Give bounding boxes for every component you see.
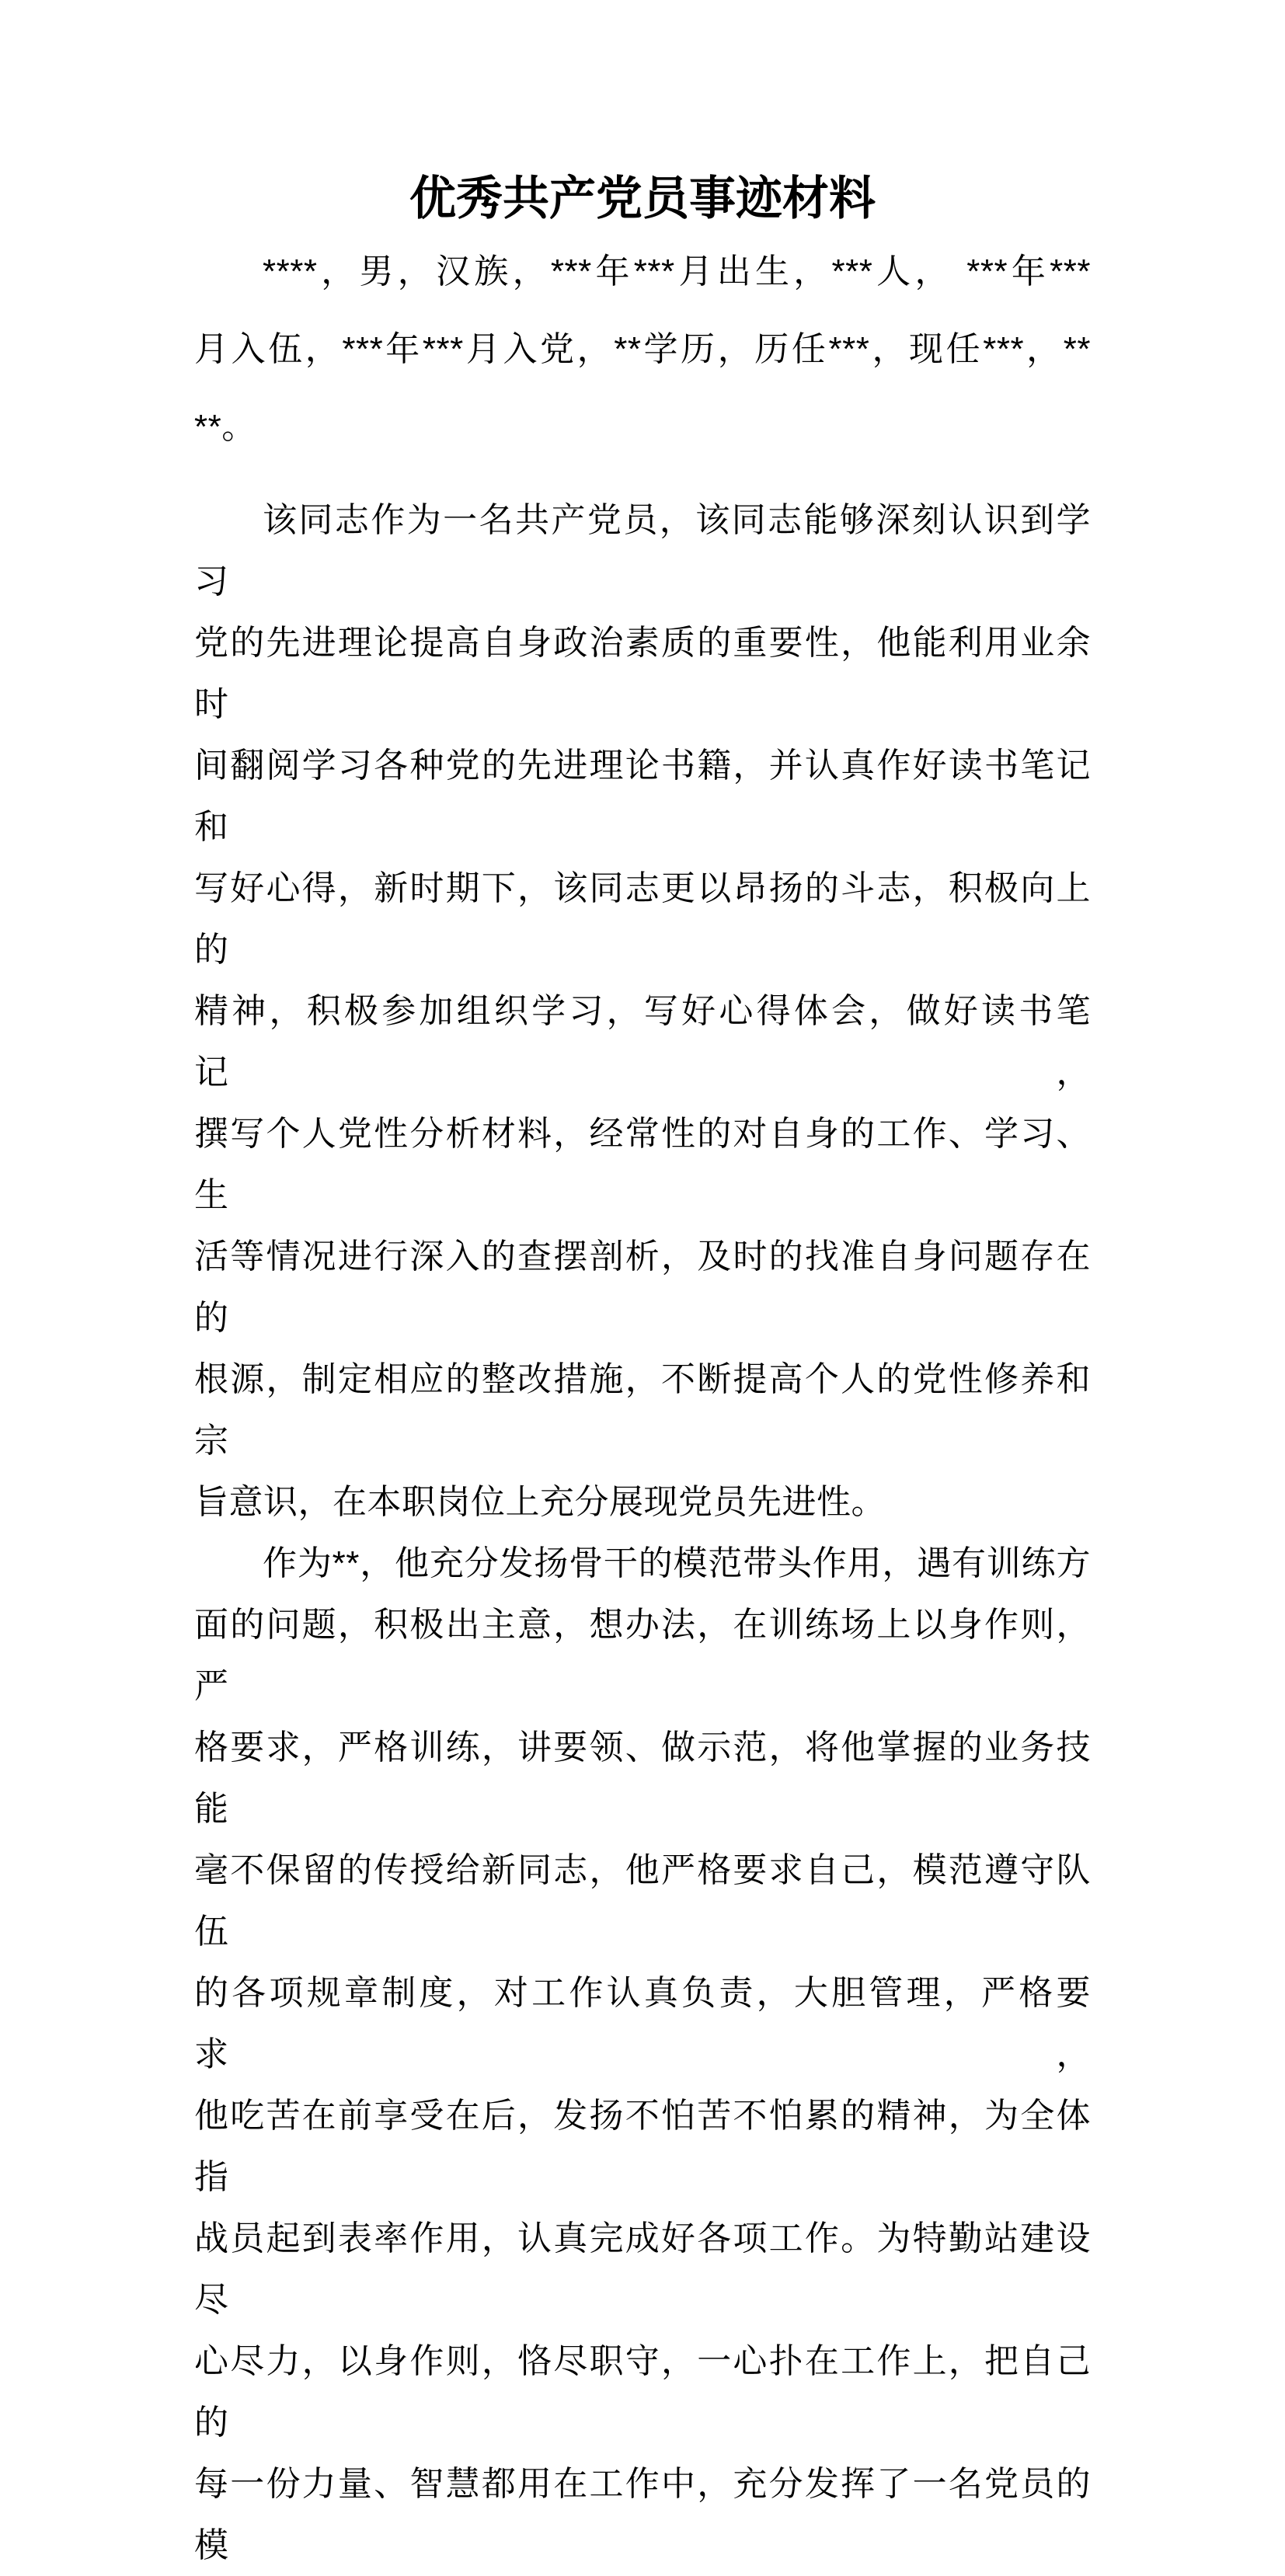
text-line: 精神，积极参加组织学习，写好心得体会，做好读书笔记， [194,992,1091,1091]
text-line: 根源，制定相应的整改措施，不断提高个人的党性修养和宗 [194,1360,1091,1460]
text-line: 面的问题，积极出主意，想办法，在训练场上以身作则，严 [194,1606,1091,1705]
paragraph [194,489,1091,1533]
text-line: 撰写个人党性分析材料，经常性的对自身的工作、学习、生 [194,1115,1091,1214]
text-line: 战员起到表率作用，认真完成好各项工作。为特勤站建设尽 [194,2219,1091,2319]
text-line: 写好心得，新时期下，该同志更以昂扬的斗志，积极向上的 [194,869,1091,969]
text-line: 的各项规章制度，对工作认真负责，大胆管理，严格要求， [194,1974,1091,2073]
paragraph [194,1533,1091,2576]
text-line: 党的先进理论提高自身政治素质的重要性，他能利用业余时 [194,624,1091,723]
text-line: 每一份力量、智慧都用在工作中，充分发挥了一名党员的模 [194,2465,1091,2564]
text-line: ****，男，汉族，***年***月出生，***人， ***年*** [263,252,1091,291]
text-line: 活等情况进行深入的查摆剖析，及时的找准自身问题存在的 [194,1238,1091,1337]
text-line: 格要求，严格训练，讲要领、做示范，将他掌握的业务技能 [194,1728,1091,1828]
document-body [194,233,1091,2576]
text-line: 该同志作为一名共产党员，该同志能够深刻认识到学习 [194,501,1091,600]
document-title: 优秀共产党员事迹材料 [409,172,876,225]
text-line: 月入伍，***年***月入党，**学历，历任***，现任***，** [194,330,1091,368]
text-line: 间翻阅学习各种党的先进理论书籍，并认真作好读书笔记和 [194,747,1091,846]
text-line: 旨意识，在本职岗位上充分展现党员先进性。 [194,1483,886,1521]
text-line: 他吃苦在前享受在后，发扬不怕苦不怕累的精神，为全体指 [194,2097,1091,2196]
text-line: 毫不保留的传授给新同志，他严格要求自己，模范遵守队伍 [194,1851,1091,1951]
text-line: 作为**，他充分发扬骨干的模范带头作用，遇有训练方 [263,1544,1091,1582]
text-line: 心尽力，以身作则，恪尽职守，一心扑在工作上，把自己的 [194,2342,1091,2442]
text-line: **。 [194,408,256,446]
paragraph [194,233,1091,466]
